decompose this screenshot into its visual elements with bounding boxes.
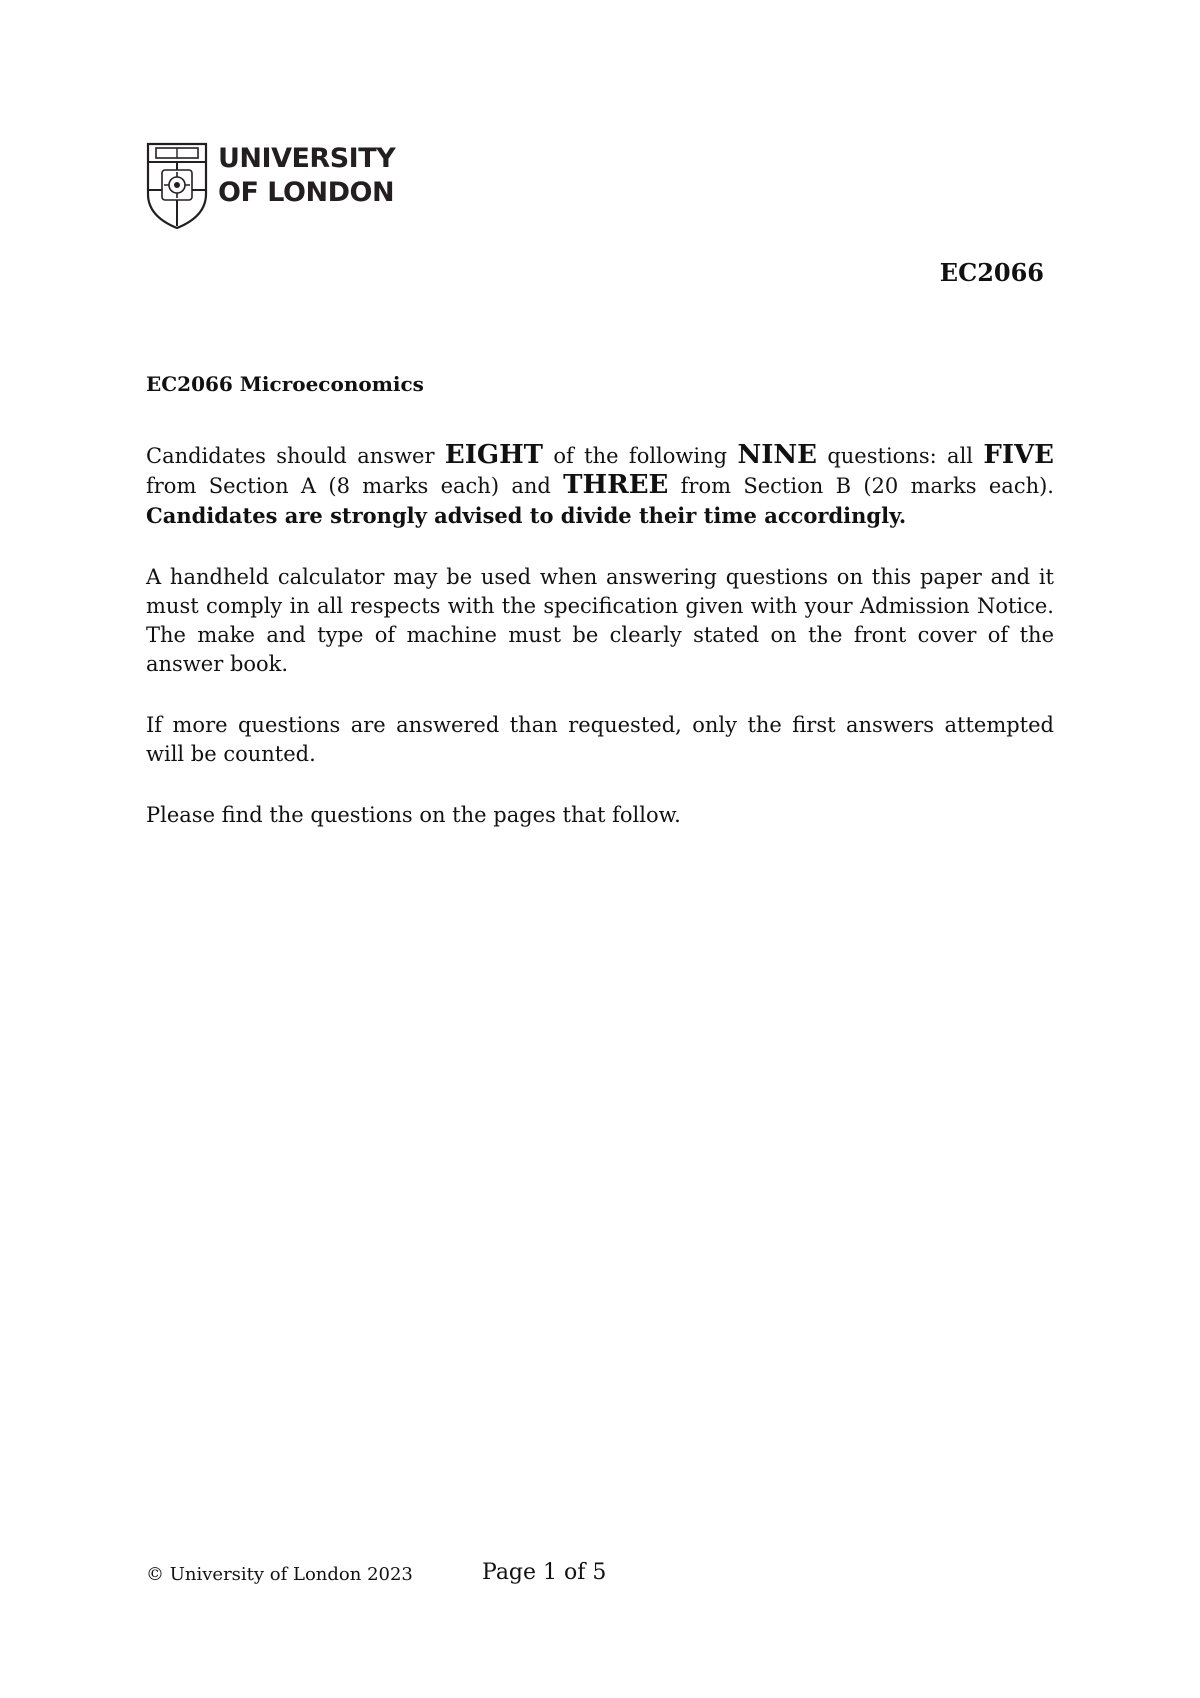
instruction-paragraph-extra-answers: If more questions are answered than requested, only the first answers attempted will be counted. — [146, 713, 1054, 766]
emphasis-count: THREE — [563, 470, 669, 500]
page-number: Page 1 of 5 — [482, 1560, 607, 1585]
instructions-body — [146, 370, 1054, 862]
time-advice: Candidates are strongly advised to divide their time accordingly. — [146, 503, 907, 528]
university-crest-icon — [146, 142, 208, 230]
emphasis-count: NINE — [737, 440, 817, 470]
emphasis-count: EIGHT — [444, 440, 543, 470]
instruction-text: from Section A (8 marks each) and — [146, 474, 564, 498]
instruction-text: from Section B (20 marks each). — [668, 474, 1054, 498]
wordmark-line-1: UNIVERSITY — [218, 143, 396, 174]
emphasis-count: FIVE — [983, 440, 1055, 470]
instruction-text: of the following — [543, 444, 738, 468]
copyright-notice: © University of London 2023 — [146, 1564, 413, 1585]
university-logo — [146, 142, 395, 230]
wordmark-line-2: OF LONDON — [218, 177, 395, 208]
course-title: EC2066 Microeconomics — [146, 372, 424, 396]
instruction-paragraph-calculator: A handheld calculator may be used when answering questions on this paper and it must comply in all respects with the specification given with your Admission Notice. The make and type of machine must be clearly stated on the front cover of the answer book. — [146, 565, 1054, 676]
instruction-text: Candidates should answer — [146, 444, 445, 468]
instruction-paragraph-find-questions: Please find the questions on the pages that follow. — [146, 803, 681, 827]
course-code: EC2066 — [939, 258, 1044, 287]
university-wordmark — [218, 142, 395, 210]
instruction-paragraph-answer-count — [146, 441, 1054, 531]
instruction-text: questions: all — [816, 444, 984, 468]
